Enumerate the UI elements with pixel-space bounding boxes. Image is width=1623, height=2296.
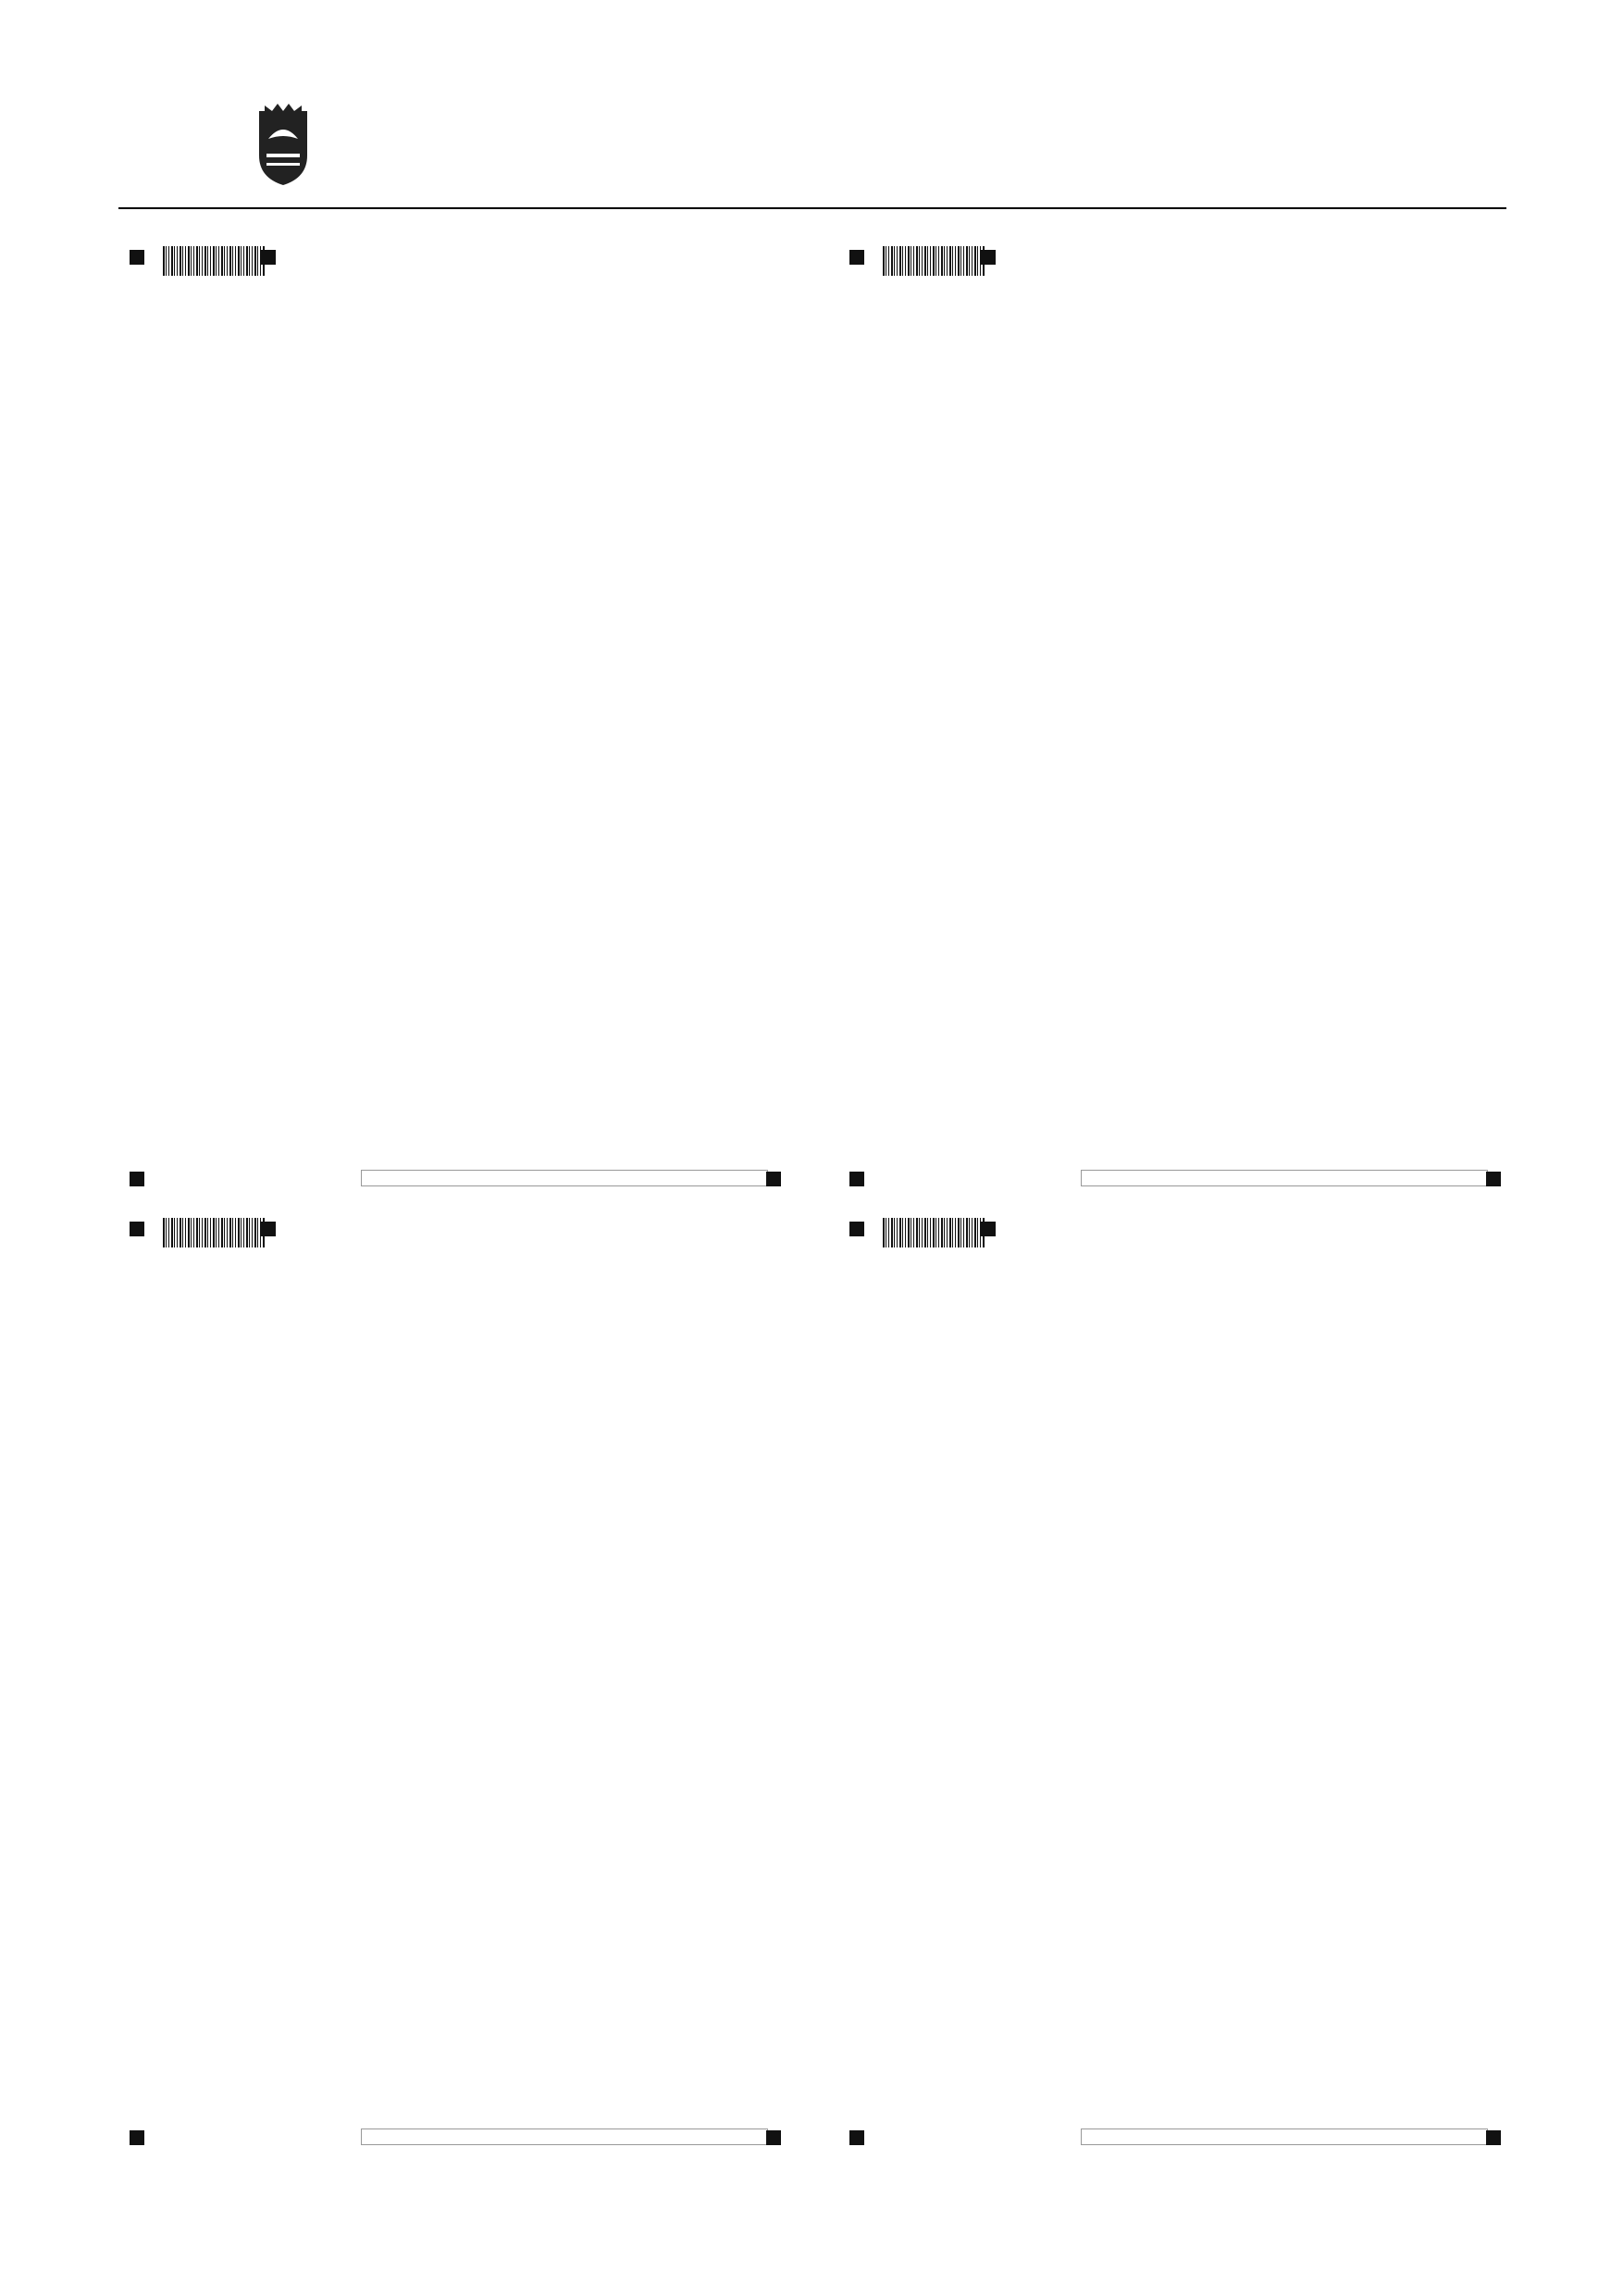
registration-mark	[130, 2130, 144, 2145]
registration-mark	[766, 2130, 781, 2145]
registration-mark	[849, 250, 864, 265]
registration-mark	[849, 1222, 864, 1236]
registration-mark	[261, 1222, 276, 1236]
form-financial-results	[130, 1214, 851, 2158]
form-balance-page	[130, 242, 851, 1186]
barcode	[883, 1218, 985, 1247]
submission-stamp	[361, 1170, 768, 1186]
submission-stamp	[1081, 1170, 1488, 1186]
registration-mark	[766, 1172, 781, 1186]
barcode	[163, 246, 265, 276]
coat-of-arms-logo	[255, 102, 311, 187]
form-capital-report-year	[849, 1214, 1571, 2158]
registration-mark	[981, 1222, 996, 1236]
registration-mark	[130, 1172, 144, 1186]
submission-stamp	[1081, 2128, 1488, 2145]
barcode	[163, 1218, 265, 1247]
registration-mark	[130, 1222, 144, 1236]
registration-mark	[1486, 1172, 1501, 1186]
registration-mark	[849, 2130, 864, 2145]
header-rule	[118, 207, 1506, 209]
registration-mark	[130, 250, 144, 265]
barcode	[883, 246, 985, 276]
registration-mark	[849, 1172, 864, 1186]
registration-mark	[1486, 2130, 1501, 2145]
submission-stamp	[361, 2128, 768, 2145]
registration-mark	[261, 250, 276, 265]
registration-mark	[981, 250, 996, 265]
form-capital-prev-year	[849, 242, 1571, 1186]
